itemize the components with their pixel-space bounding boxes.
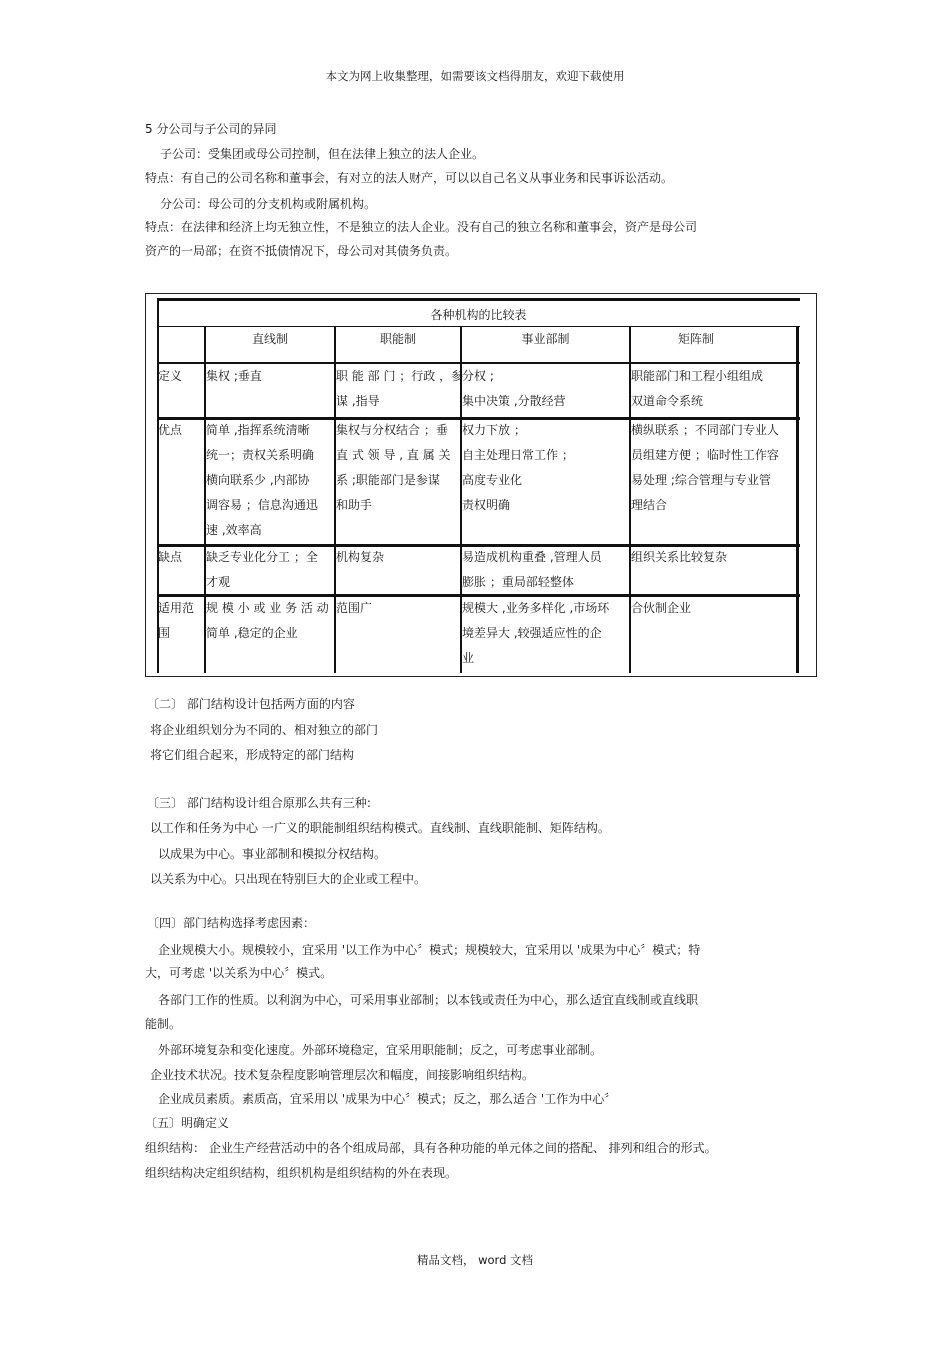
section-heading-5b: 〔五〕明确定义 — [145, 1116, 230, 1130]
table-cell-line: 理结合 — [631, 498, 668, 512]
table-cell-line: 权力下放 ； — [462, 423, 526, 437]
table-rule — [157, 326, 800, 327]
table-top-rule — [157, 298, 800, 301]
section-heading-4: 〔四〕部门结构选择考虑因素： — [147, 916, 316, 930]
table-caption: 各种机构的比较表 — [430, 308, 527, 322]
section-heading-5: 5 分公司与子公司的异同 — [145, 122, 277, 136]
column-header: 事业部制 — [521, 332, 570, 346]
row-label: 缺点 — [158, 550, 183, 564]
text-line: 企业成员素质。素质高，宜采用以 '成果为中心〞模式；反之，那么适合 '工作为中心〞 — [158, 1092, 617, 1106]
column-header: 矩阵制 — [677, 332, 714, 346]
row-label: 围 — [158, 626, 171, 640]
table-cell-line: 集中决策 ,分散经营 — [462, 394, 566, 408]
table-cell-line: 职能部门和工程小组组成 — [631, 369, 764, 383]
text-line: 各部门工作的性质。以利润为中心，可采用事业部制；以本钱或责任为中心，那么适宜直线制或直线职 — [158, 993, 699, 1007]
subsidiary-definition: 子公司：受集团或母公司控制，但在法律上独立的法人企业。 — [160, 147, 485, 161]
table-cell-line: 员组建方便 ；临时性工作容 — [631, 448, 779, 462]
table-cell-line: 系 ;职能部门是参谋 — [336, 473, 440, 487]
section-heading-3: 〔三〕 部门结构设计组合原那么共有三种: — [147, 796, 371, 810]
table-cell-line: 机构复杂 — [336, 550, 385, 564]
text-line: 大，可考虑 '以关系为中心〞模式。 — [145, 966, 333, 980]
table-cell-line: 职 能 部 门 ；行政 ，参 — [336, 369, 464, 383]
table-cell-line: 调容易 ；信息沟通迅 — [206, 498, 318, 512]
table-cell-line: 组织关系比较复杂 — [631, 550, 728, 564]
table-cell-line: 横向联系少 ,内部协 — [206, 473, 310, 487]
text-line: 企业规模大小。规模较小，宜采用 '以工作为中心〞模式；规模较大，宜采用以 '成果为中心〞模式；特 — [158, 943, 701, 957]
table-cell-line: 简单 ,稳定的企业 — [206, 626, 298, 640]
text-line: 组织结构： 企业生产经营活动中的各个组成局部，具有各种功能的单元体之间的搭配、 排列和组合的形式。 — [145, 1141, 717, 1155]
text-line: 外部环境复杂和变化速度。外部环境稳定，宜采用职能制；反之，可考虑事业部制。 — [158, 1043, 603, 1057]
table-cell-line: 高度专业化 — [462, 473, 523, 487]
section-heading-2: 〔二〕 部门结构设计包括两方面的内容 — [147, 697, 355, 711]
branch-definition: 分公司：母公司的分支机构或附属机构。 — [160, 197, 377, 211]
text-line: 将它们组合起来，形成特定的部门结构 — [150, 748, 355, 762]
text-line: 以工作和任务为中心 一广义的职能制组织结构模式。直线制、直线职能制、矩阵结构。 — [150, 821, 610, 835]
table-cell-line: 集权与分权结合 ；垂 — [336, 423, 448, 437]
table-cell-line: 膨胀 ；重局部轻整体 — [462, 575, 574, 589]
text-line: 以关系为中心。只出现在特别巨大的企业或工程中。 — [150, 872, 427, 886]
table-cell-line: 和助手 — [336, 498, 373, 512]
table-cell-line: 合伙制企业 — [631, 601, 692, 615]
table-cell-line: 分权 ; — [462, 369, 494, 383]
text-line: 能制。 — [145, 1017, 182, 1031]
branch-features-line2: 资产的一局部；在资不抵债情况下，母公司对其债务负责。 — [145, 244, 458, 258]
branch-features-line1: 特点：在法律和经济上均无独立性，不是独立的法人企业。没有自己的独立名称和董事会，资产是母公司 — [145, 220, 698, 234]
table-cell-line: 境差异大 ,较强适应性的企 — [462, 626, 602, 640]
table-cell-line: 谋 ,指导 — [336, 394, 380, 408]
table-cell-line: 集权 ;垂直 — [206, 369, 262, 383]
table-cell-line: 易造成机构重叠 ,管理人员 — [462, 550, 602, 564]
text-line: 以成果为中心。事业部制和模拟分权结构。 — [158, 847, 387, 861]
column-header: 直线制 — [251, 332, 288, 346]
text-line: 组织结构决定组织结构，组织机构是组织结构的外在表现。 — [145, 1166, 458, 1180]
table-cell-line: 规 模 小 或 业 务 活 动 — [206, 601, 329, 615]
page-footer: 精品文档， word 文档 — [416, 1253, 534, 1267]
subsidiary-features: 特点：有自己的公司名称和董事会，有对立的法人财产，可以以自己名义从事业务和民事诉讼活动。 — [145, 171, 674, 185]
column-header: 职能制 — [379, 332, 416, 346]
page-header: 本文为网上收集整理，如需要该文档得朋友，欢迎下载使用 — [325, 69, 625, 83]
table-cell-line: 横纵联系 ；不同部门专业人 — [631, 423, 779, 437]
text-line: 企业技术状况。技术复杂程度影响管理层次和幅度，间接影响组织结构。 — [150, 1068, 535, 1082]
table-cell-line: 规模大 ,业务多样化 ,市场环 — [462, 601, 610, 615]
table-cell-line: 统一；责权关系明确 — [206, 448, 315, 462]
table-cell-line: 业 — [462, 651, 475, 665]
row-label: 优点 — [158, 423, 183, 437]
table-cell-line: 范围广 — [336, 601, 373, 615]
table-cell-line: 简单 ,指挥系统清晰 — [206, 423, 310, 437]
row-label: 定义 — [158, 369, 183, 383]
table-cell-line: 直 式 领 导 , 直 属 关 — [336, 448, 451, 462]
table-cell-line: 才观 — [206, 575, 231, 589]
row-label: 适用范 — [158, 601, 195, 615]
table-cell-line: 易处理 ;综合管理与专业管 — [631, 473, 771, 487]
table-cell-line: 速 ,效率高 — [206, 523, 262, 537]
table-cell-line: 双道命令系统 — [631, 394, 704, 408]
table-cell-line: 责权明确 — [462, 498, 511, 512]
table-cell-line: 自主处理日常工作 ； — [462, 448, 574, 462]
text-line: 将企业组织划分为不同的、相对独立的部门 — [150, 723, 379, 737]
table-rule — [796, 326, 799, 673]
table-cell-line: 缺乏专业化分工 ；全 — [206, 550, 318, 564]
